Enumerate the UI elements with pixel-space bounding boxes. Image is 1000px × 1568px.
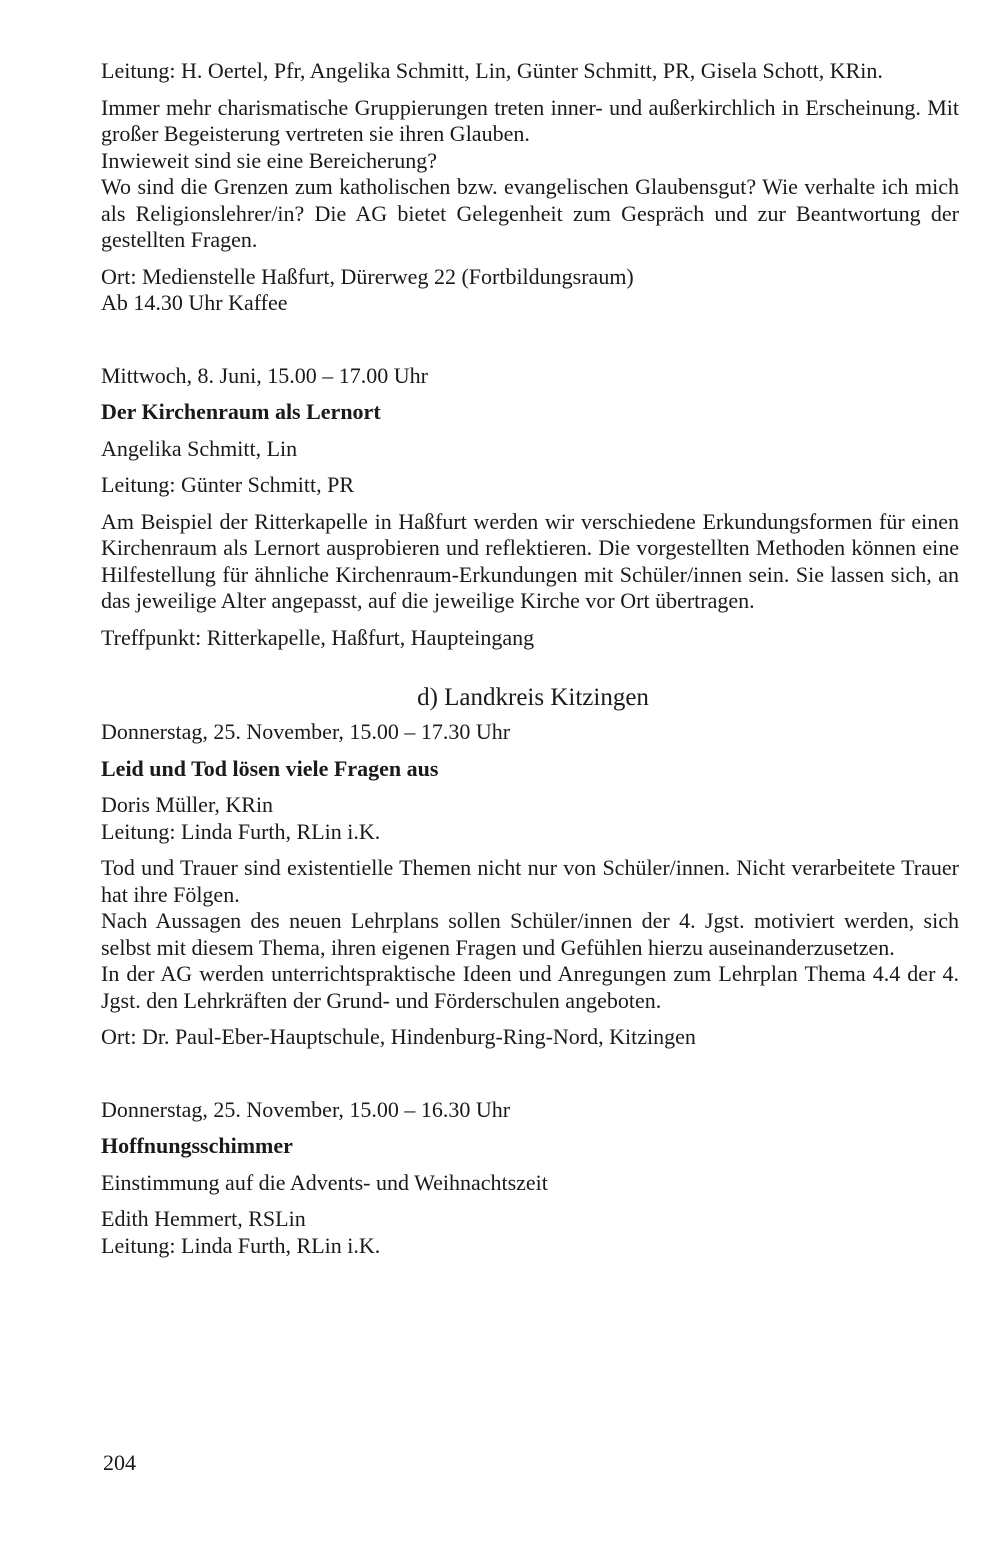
- block2-leitung: Leitung: Günter Schmitt, PR: [101, 472, 354, 497]
- block3-desc-line-2: Nach Aussagen des neuen Lehrplans sollen Schüler/innen der 4. Jgst. motiviert werden, sich selbst mit diesem Thema, ihren eigenen Fragen und Gefühlen hierzu auseinanderzusetzen.: [101, 908, 959, 960]
- block3-desc-line-1: Tod und Trauer sind existentielle Themen nicht nur von Schüler/innen. Nicht verarbeitete Trauer hat ihre Fölgen.: [101, 855, 959, 907]
- block4-speaker: Edith Hemmert, RSLin: [101, 1206, 306, 1231]
- block1-ort: Ort: Medienstelle Haßfurt, Dürerweg 22 (Fortbildungsraum): [101, 263, 634, 289]
- block3-ort: Ort: Dr. Paul-Eber-Hauptschule, Hindenburg-Ring-Nord, Kitzingen: [101, 1024, 696, 1049]
- section-heading: d) Landkreis Kitzingen: [417, 684, 649, 711]
- block4-leitung: Leitung: Linda Furth, RLin i.K.: [101, 1232, 381, 1258]
- block2-treffpunkt: Treffpunkt: Ritterkapelle, Haßfurt, Haupteingang: [101, 624, 535, 650]
- block4-subtitle: Einstimmung auf die Advents- und Weihnachtszeit: [101, 1169, 548, 1195]
- block1-extra: Ab 14.30 Uhr Kaffee: [101, 290, 288, 315]
- block4-date: Donnerstag, 25. November, 15.00 – 16.30 Uhr: [101, 1096, 511, 1122]
- block1-desc-line-1: Immer mehr charismatische Gruppierungen treten inner- und außerkirchlich in Erscheinung. Mit großer Begeisterung vertreten sie ihren Glauben.: [101, 94, 959, 146]
- block2-title: Der Kirchenraum als Lernort: [101, 399, 381, 424]
- document-page: [101, 58, 959, 1259]
- block1-desc-line-2: Inwieweit sind sie eine Bereicherung?: [101, 147, 437, 173]
- block2-speaker: Angelika Schmitt, Lin: [101, 435, 298, 461]
- block3-desc-line-3: In der AG werden unterrichtspraktische Ideen und Anregungen zum Lehrplan Thema 4.4 der 4. Jgst. den Lehrkräften der Grund- und Förderschulen angeboten.: [101, 961, 959, 1013]
- block4-title: Hoffnungsschimmer: [101, 1133, 293, 1158]
- page-number: 204: [103, 1450, 136, 1475]
- block3-title: Leid und Tod lösen viele Fragen aus: [101, 755, 439, 781]
- block3-date: Donnerstag, 25. November, 15.00 – 17.30 Uhr: [101, 719, 511, 744]
- block2-date: Mittwoch, 8. Juni, 15.00 – 17.00 Uhr: [101, 362, 428, 388]
- block1-description: [101, 95, 959, 254]
- block3-leitung: Leitung: Linda Furth, RLin i.K.: [101, 818, 381, 844]
- block1-desc-line-3: Wo sind die Grenzen zum katholischen bzw. evangelischen Glaubensgut? Wie verhalte ich mich als Religionslehrer/in? Die AG bietet Gelegenheit zum Gespräch und zur Beantwortung der gestellten Fragen.: [101, 174, 959, 252]
- block1-leitung: Leitung: H. Oertel, Pfr, Angelika Schmitt, Lin, Günter Schmitt, PR, Gisela Schott, KRin.: [101, 58, 883, 83]
- block3-description: [101, 855, 959, 1014]
- block3-speaker: Doris Müller, KRin: [101, 792, 274, 817]
- block2-description: Am Beispiel der Ritterkapelle in Haßfurt werden wir verschiedene Erkundungsformen für einen Kirchenraum als Lernort ausprobieren und reflektieren. Die vorgestellten Methoden können eine Hilfestellung für ähnliche Kirchenraum-Erkundungen mit Schüler/innen sein. Sie lassen sich, an das jeweilige Alter angepasst, auf die jeweilige Kirche vor Ort übertragen.: [101, 508, 959, 613]
